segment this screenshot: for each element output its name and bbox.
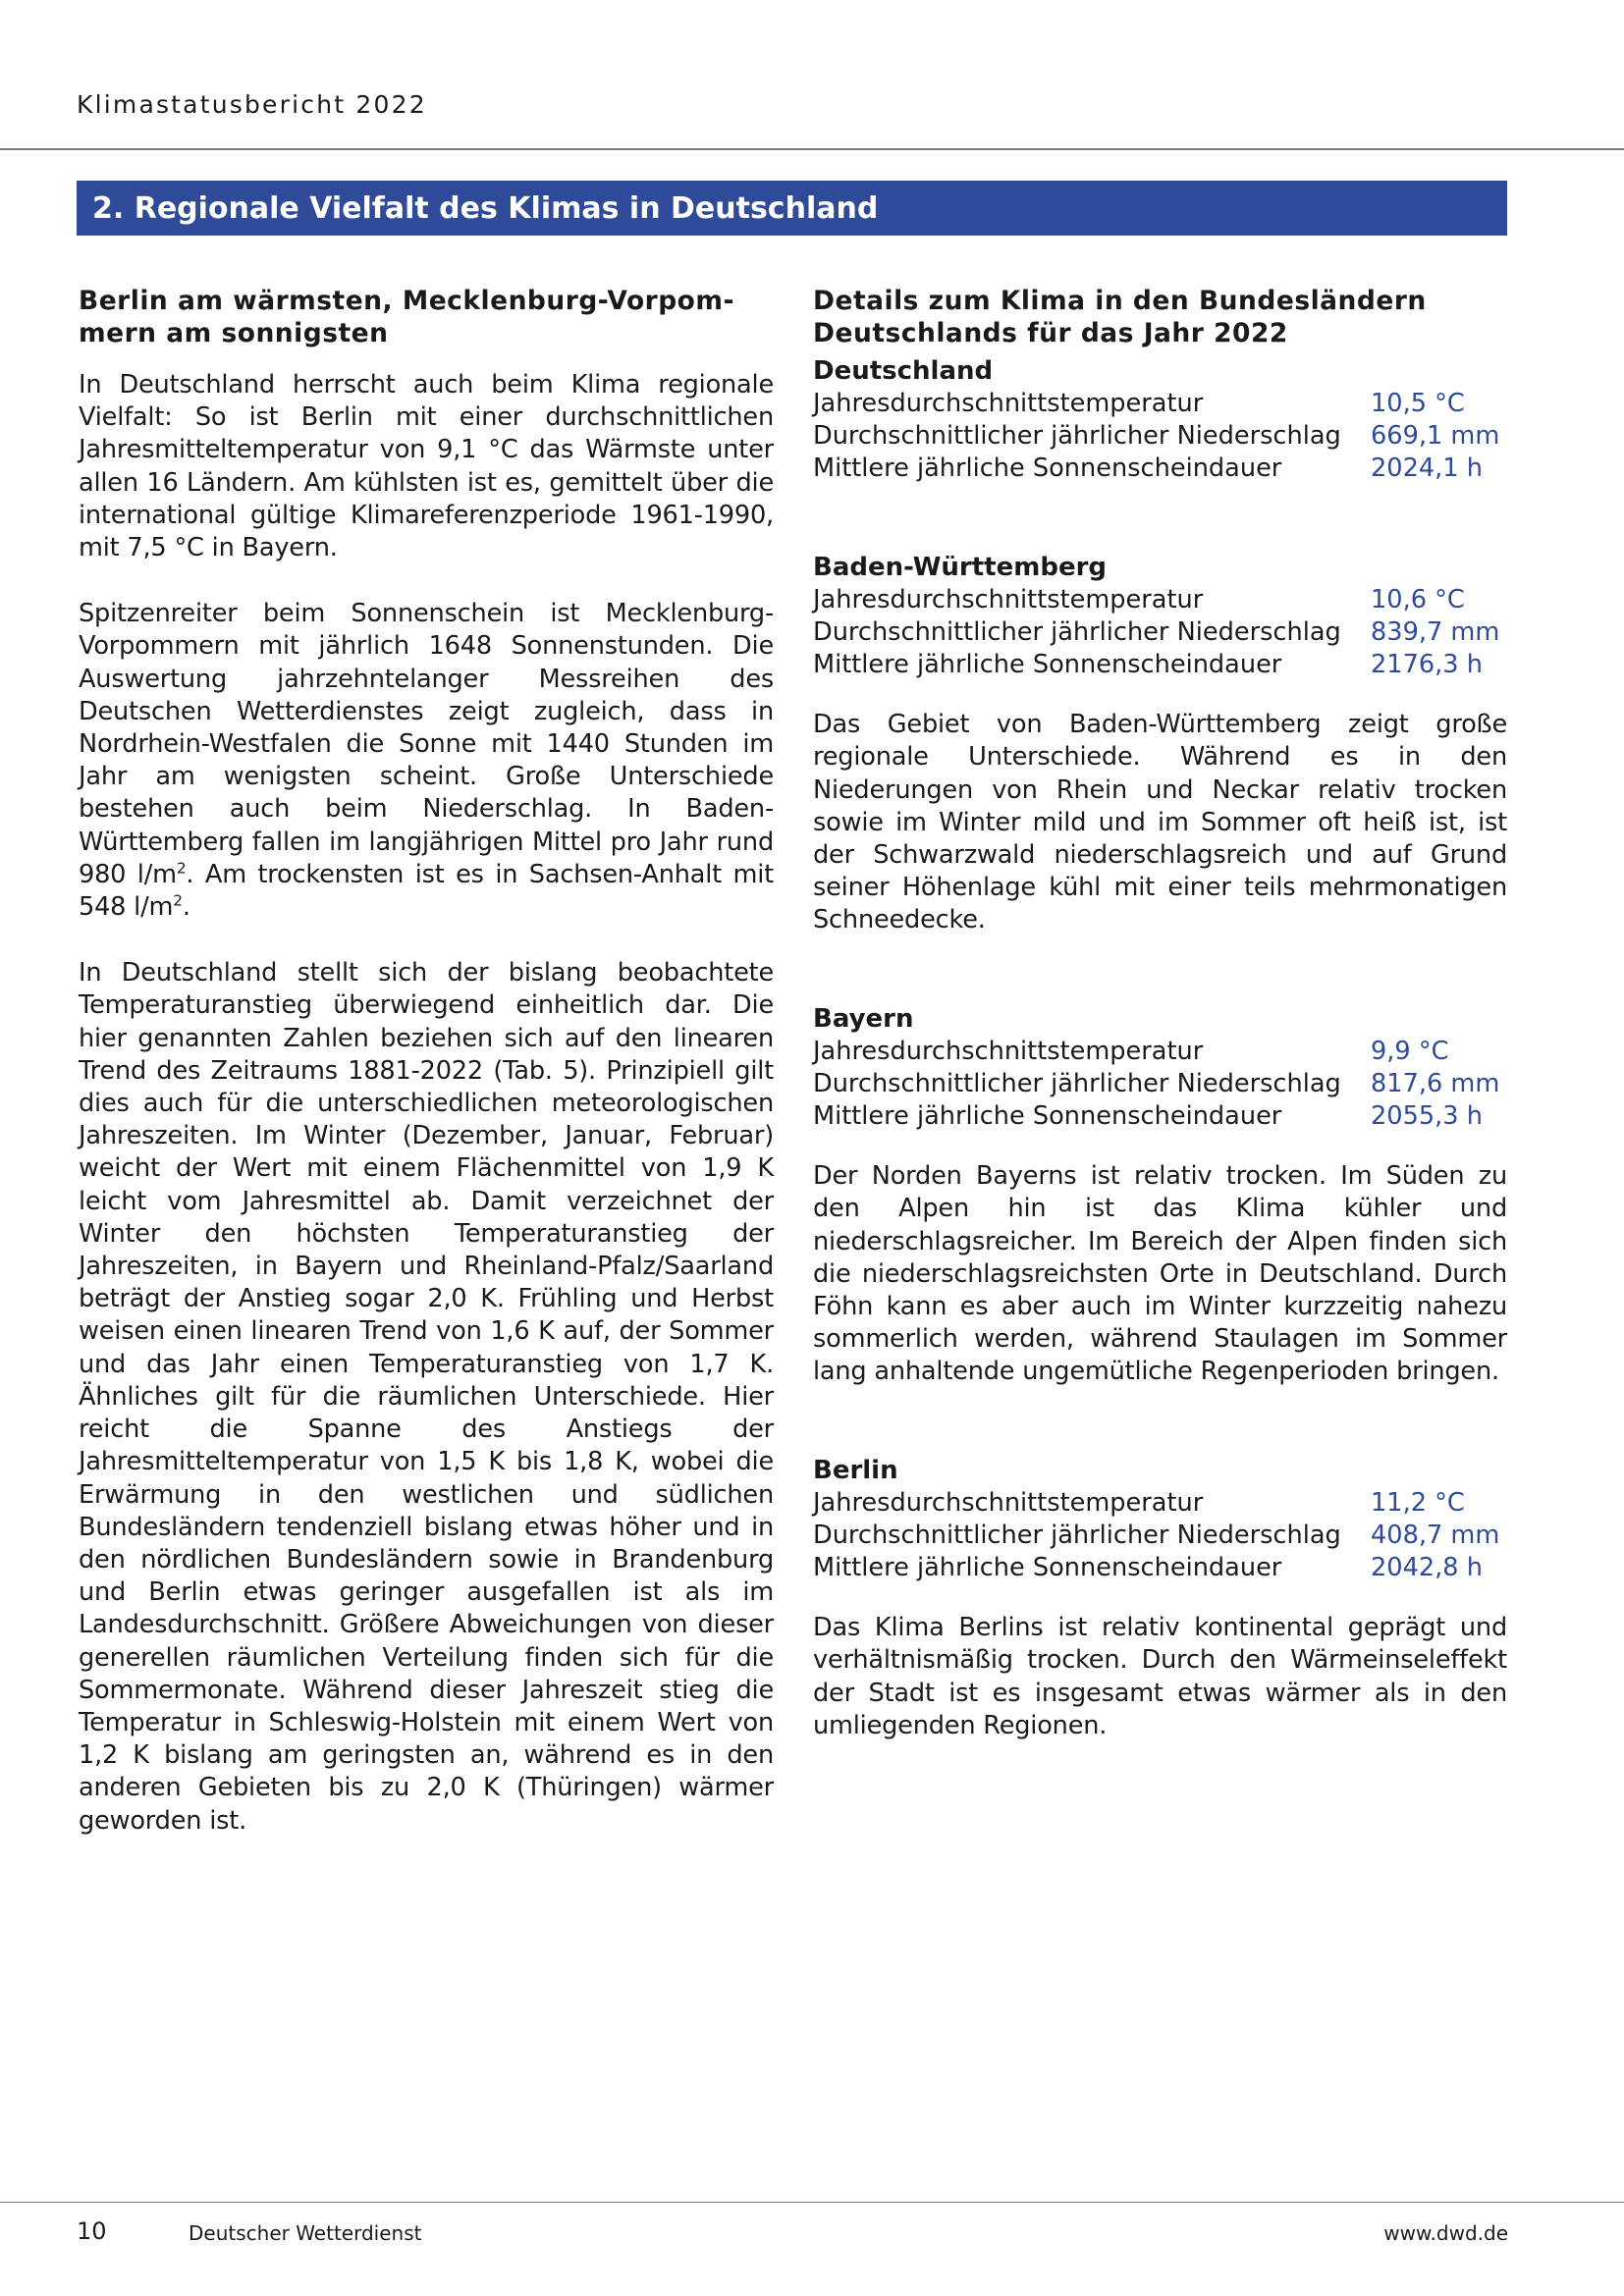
right-heading-line-2: Deutschlands für das Jahr 2022 xyxy=(813,318,1288,348)
sun-label: Mittlere jährliche Sonnenscheindauer xyxy=(813,454,1282,484)
sun-row xyxy=(813,1100,1507,1133)
region-berlin xyxy=(813,1455,1507,1742)
publisher: Deutscher Wetterdienst xyxy=(189,2221,422,2245)
temp-value: 10,6 °C xyxy=(1371,584,1465,614)
temp-row xyxy=(813,1036,1507,1068)
left-heading xyxy=(79,285,774,349)
left-heading-line-1: Berlin am wärmsten, Mecklenburg-Vorpom- xyxy=(79,286,734,316)
paragraph-2-part-a: Spitzenreiter beim Sonnenschein ist Mecklenburg-Vorpommern mit jährlich 1648 Sonnenstunden. Die Auswertung jahrzehntelanger Messreihen des Deutschen Wetterdienstes zeigt zugleich, dass in Nordrhein-Westfalen die Sonne mit 1440 Stunden im Jahr am wenigsten scheint. Große Unterschiede bestehen auch beim Niederschlag. In Baden-Württemberg fallen im langjährigen Mittel pro Jahr rund 980 l/m xyxy=(79,599,774,889)
left-heading-line-2: mern am sonnigsten xyxy=(79,318,389,348)
region-name: Berlin xyxy=(813,1455,898,1485)
sun-value: 2024,1 h xyxy=(1371,454,1483,484)
right-column xyxy=(813,285,1507,1742)
precip-value: 817,6 mm xyxy=(1371,1068,1500,1098)
temp-value: 9,9 °C xyxy=(1371,1036,1449,1066)
temp-label: Jahresdurchschnittstemperatur xyxy=(813,389,1204,418)
sun-value: 2055,3 h xyxy=(1371,1101,1483,1132)
region-bayern xyxy=(813,1003,1507,1389)
website-link[interactable]: www.dwd.de xyxy=(1383,2221,1508,2245)
precip-row xyxy=(813,420,1507,453)
header-divider xyxy=(0,148,1624,150)
page-number: 10 xyxy=(77,2217,107,2245)
left-column xyxy=(79,285,774,1838)
sun-row xyxy=(813,649,1507,681)
temp-value: 11,2 °C xyxy=(1371,1487,1465,1518)
section-title: 2. Regionale Vielfalt des Klimas in Deutschland xyxy=(92,190,879,226)
region-baden-wuerttemberg xyxy=(813,552,1507,937)
temp-label: Jahresdurchschnittstemperatur xyxy=(813,1487,1204,1518)
paragraph-1: In Deutschland herrscht auch beim Klima regionale Vielfalt: So ist Berlin mit einer durchschnittlichen Jahresmitteltemperatur von 9,1 °C das Wärmste unter allen 16 Ländern. Am kühlsten ist es, gemittelt über die international gültige Klimareferenzperiode 1961-1990, mit 7,5 °C in Bayern. xyxy=(79,370,774,563)
precip-value: 669,1 mm xyxy=(1371,421,1500,452)
sun-value: 2042,8 h xyxy=(1371,1553,1483,1583)
temp-label: Jahresdurchschnittstemperatur xyxy=(813,1036,1204,1066)
paragraph-2 xyxy=(79,598,774,924)
footer-divider xyxy=(0,2202,1624,2203)
precip-label: Durchschnittlicher jährlicher Niederschlag xyxy=(813,1520,1341,1550)
right-heading-line-1: Details zum Klima in den Bundesländern xyxy=(813,286,1427,316)
region-name: Baden-Württemberg xyxy=(813,552,1108,582)
region-description: Das Gebiet von Baden-Württemberg zeigt große regionale Unterschiede. Während es in den Niederungen von Rhein und Neckar relativ trocken sowie im Winter mild und im Sommer oft heiß ist, ist der Schwarzwald niederschlagsreich und auf Grund seiner Höhenlage kühl mit einer teils mehrmonatigen Schneedecke. xyxy=(813,710,1507,935)
sun-row xyxy=(813,453,1507,485)
sun-label: Mittlere jährliche Sonnenscheindauer xyxy=(813,650,1282,680)
running-head: Klimastatusbericht 2022 xyxy=(77,90,427,119)
section-title-bar xyxy=(77,181,1507,236)
precip-label: Durchschnittlicher jährlicher Niederschlag xyxy=(813,421,1341,452)
temp-row xyxy=(813,388,1507,420)
temp-row xyxy=(813,1487,1507,1520)
precip-label: Durchschnittlicher jährlicher Niederschlag xyxy=(813,616,1341,647)
precip-value: 839,7 mm xyxy=(1371,616,1500,647)
precip-value: 408,7 mm xyxy=(1371,1520,1500,1550)
precip-label: Durchschnittlicher jährlicher Niederschlag xyxy=(813,1068,1341,1098)
paragraph-2-part-b: . Am trockensten ist es in Sachsen-Anhalt mit 548 l/m xyxy=(79,859,774,923)
temp-label: Jahresdurchschnittstemperatur xyxy=(813,584,1204,614)
sun-label: Mittlere jährliche Sonnenscheindauer xyxy=(813,1553,1282,1583)
precip-row xyxy=(813,1068,1507,1100)
superscript: 2 xyxy=(176,859,187,878)
right-heading xyxy=(813,285,1507,349)
temp-row xyxy=(813,584,1507,616)
region-description: Das Klima Berlins ist relativ kontinental geprägt und verhältnismäßig trocken. Durch den Wärmeinseleffekt der Stadt ist es insgesamt etwas wärmer als in den umliegenden Regionen. xyxy=(813,1613,1507,1740)
temp-value: 10,5 °C xyxy=(1371,389,1465,418)
sun-row xyxy=(813,1552,1507,1584)
superscript: 2 xyxy=(173,891,183,910)
region-deutschland xyxy=(813,355,1507,486)
sun-value: 2176,3 h xyxy=(1371,650,1483,680)
region-name: Deutschland xyxy=(813,356,994,386)
paragraph-2-part-c: . xyxy=(182,892,190,923)
sun-label: Mittlere jährliche Sonnenscheindauer xyxy=(813,1101,1282,1132)
precip-row xyxy=(813,616,1507,649)
region-name: Bayern xyxy=(813,1003,914,1034)
paragraph-3: In Deutschland stellt sich der bislang beobachtete Temperaturanstieg überwiegend einheitlich dar. Die hier genannten Zahlen beziehen sich auf den linearen Trend des Zeitraums 1881-2022 (Tab. 5). Prinzipiell gilt dies auch für die unterschiedlichen meteorologischen Jahreszeiten. Im Winter (Dezember, Januar, Februar) weicht der Wert mit einem Flächenmittel von 1,9 K leicht vom Jahresmittel ab. Damit verzeichnet der Winter den höchsten Temperaturanstieg der Jahreszeiten, in Bayern und Rheinland-Pfalz/Saarland beträgt der Anstieg sogar 2,0 K. Frühling und Herbst weisen einen linearen Trend von 1,6 K auf, der Sommer und das Jahr einen Temperaturanstieg von 1,7 K. Ähnliches gilt für die räumlichen Unterschiede. Hier reicht die Spanne des Anstiegs der Jahresmitteltemperatur von 1,5 K bis 1,8 K, wobei die Erwärmung in den westlichen und südlichen Bundesländern tendenziell bislang etwas höher und in den nördlichen Bundesländern sowie in Brandenburg und Berlin etwas geringer ausgefallen ist als im Landesdurchschnitt. Größere Abweichungen von dieser generellen räumlichen Verteilung finden sich für die Sommermonate. Während dieser Jahreszeit stieg die Temperatur in Schleswig-Holstein mit einem Wert von 1,2 K bislang am geringsten an, während es in den anderen Gebieten bis zu 2,0 K (Thüringen) wärmer geworden ist. xyxy=(79,958,774,1836)
precip-row xyxy=(813,1520,1507,1552)
region-description: Der Norden Bayerns ist relativ trocken. Im Süden zu den Alpen hin ist das Klima kühler und niederschlagsreicher. Im Bereich der Alpen finden sich die niederschlagsreichsten Orte in Deutschland. Durch Föhn kann es aber auch im Winter kurzzeitig nahezu sommerlich werden, während Staulagen im Sommer lang anhaltende ungemütliche Regenperioden bringen. xyxy=(813,1161,1507,1387)
